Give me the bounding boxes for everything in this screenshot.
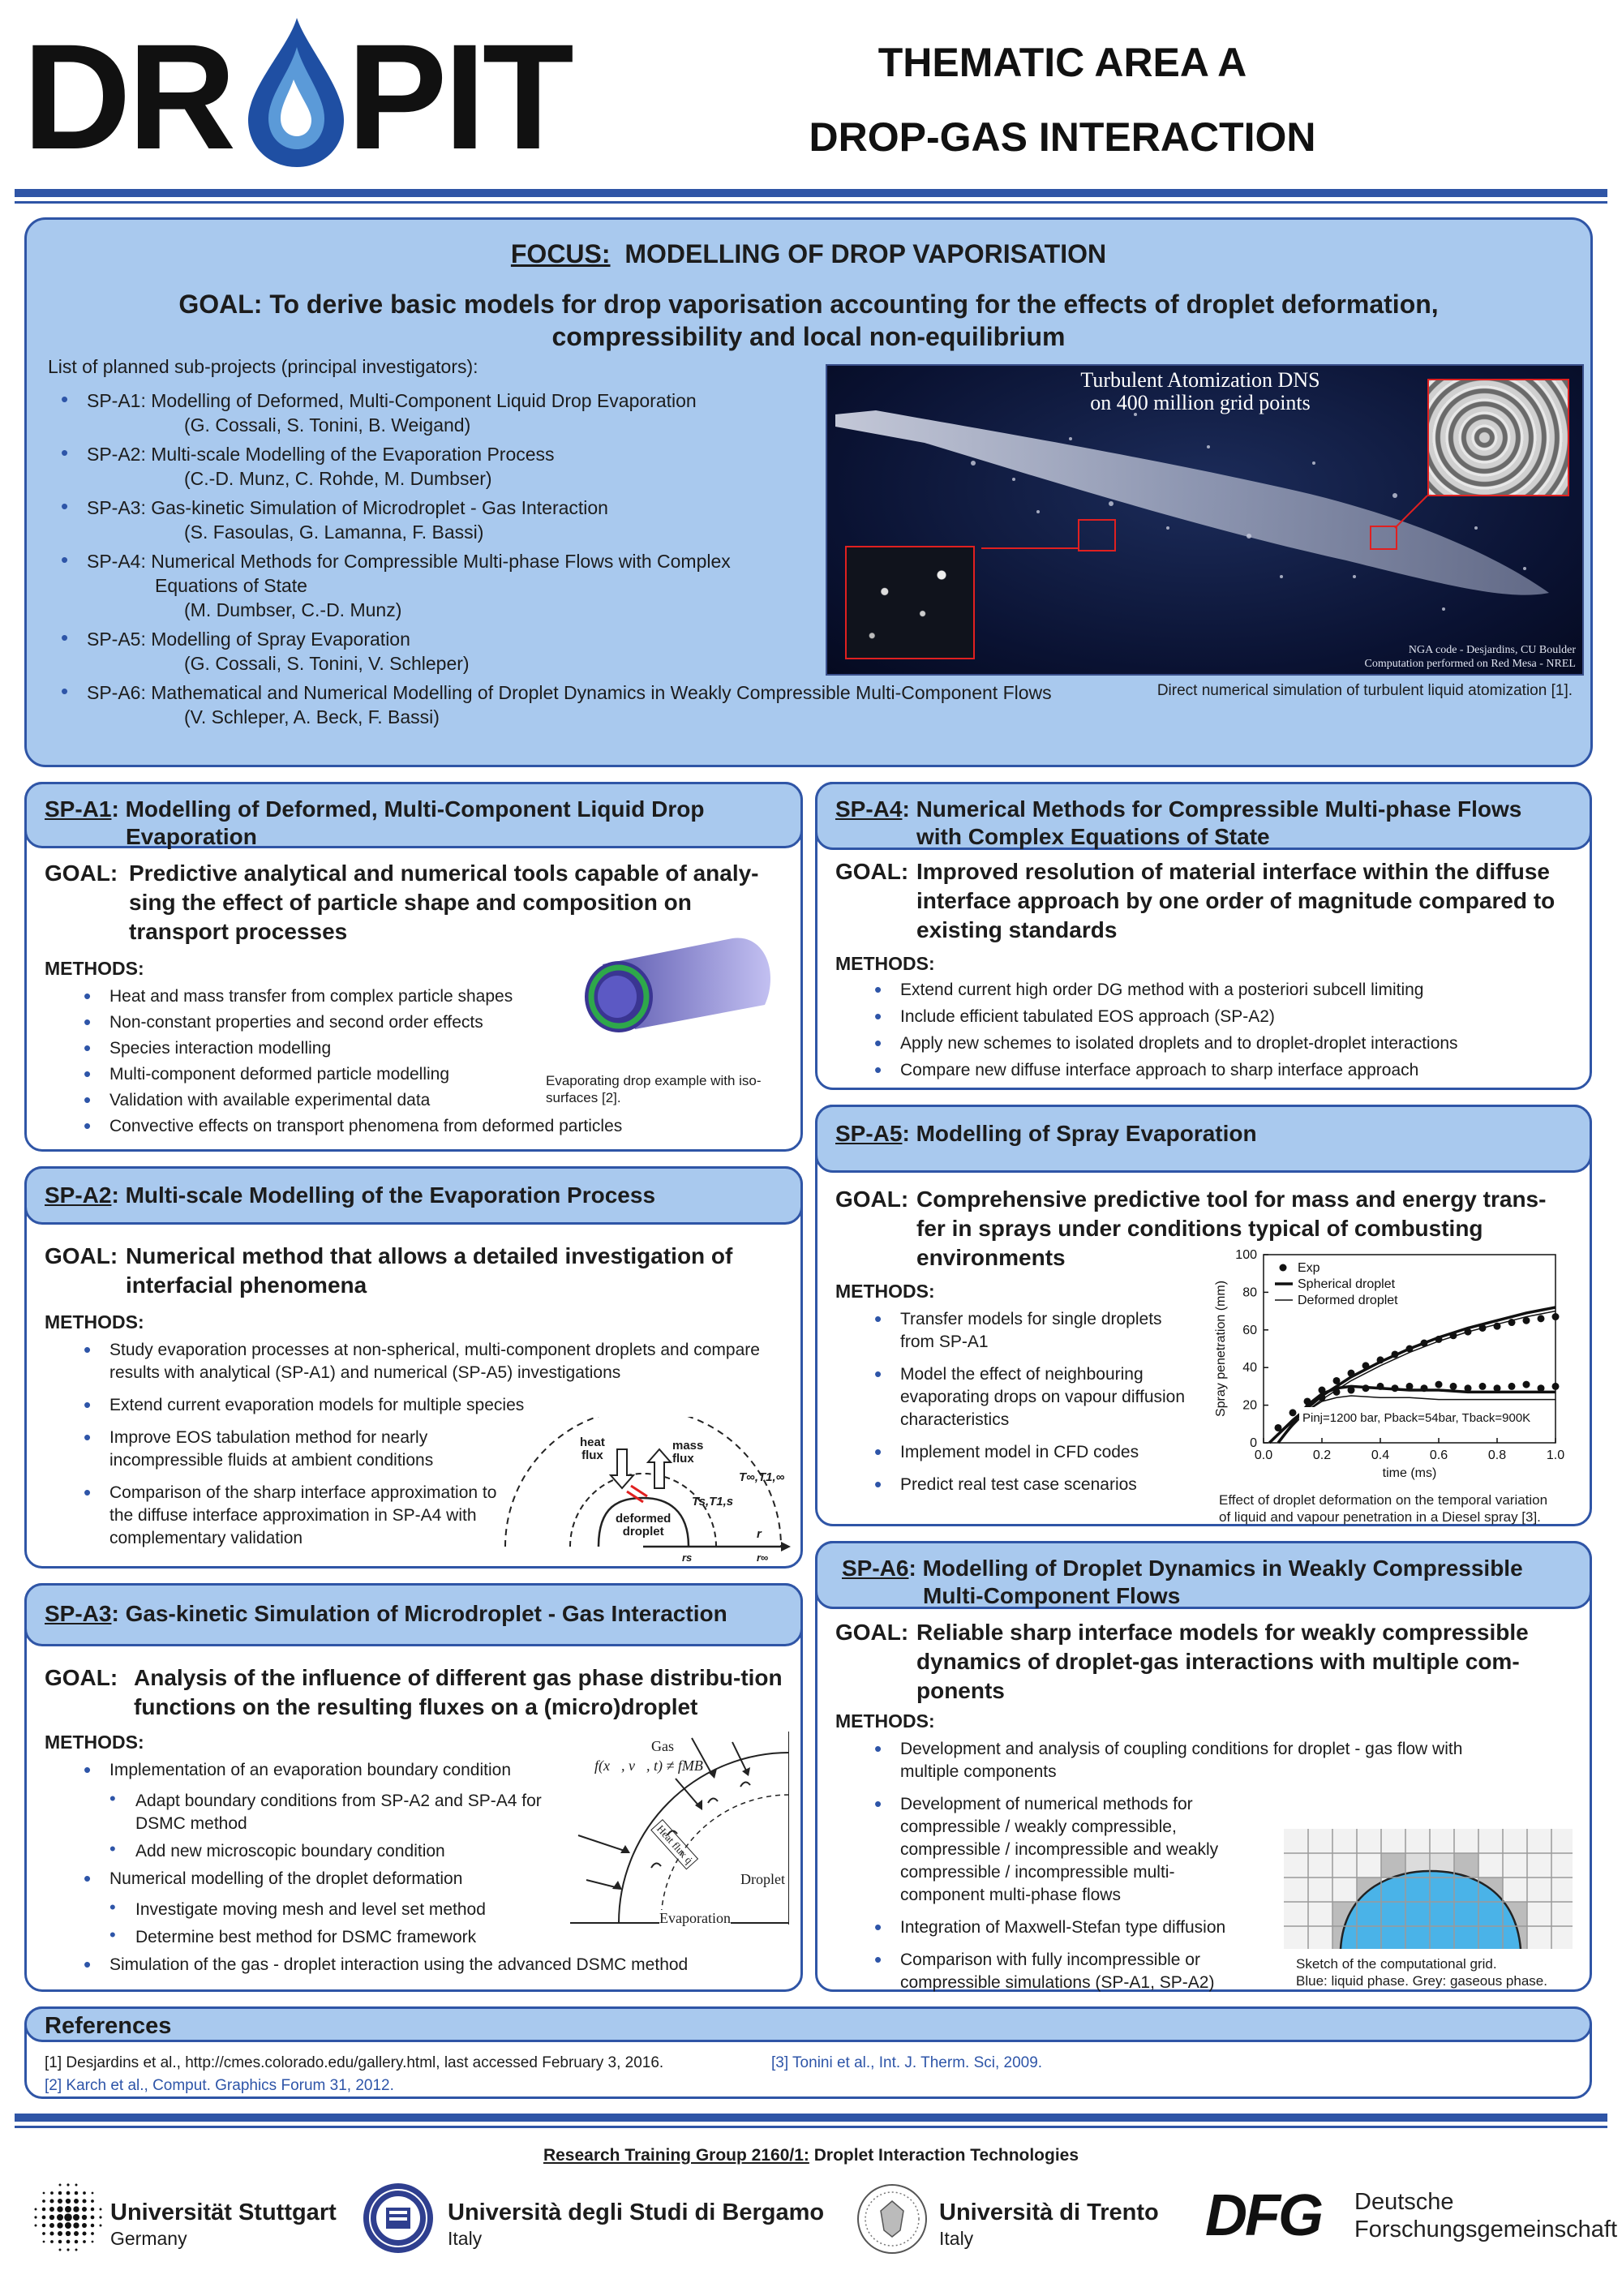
logo-dot <box>34 2216 36 2218</box>
focus-heading <box>27 239 1590 269</box>
sp-a2-methods-label: METHODS: <box>45 1311 144 1333</box>
sp-a1-figure-caption: Evaporating drop example with iso-surfaces [2]. <box>546 1073 762 1105</box>
logo-dot <box>49 2223 54 2228</box>
diagram-label-heat-flux: heat flux <box>580 1436 605 1462</box>
logo-dot <box>99 2216 101 2218</box>
footer-rule-thin <box>15 2126 1607 2128</box>
data-point <box>1435 1381 1443 1388</box>
sp-a4-methods-list <box>874 979 1580 1086</box>
diagram-label-mass-flux: mass flux <box>672 1439 704 1466</box>
data-point <box>1479 1383 1487 1390</box>
logo-dot <box>91 2208 95 2212</box>
data-point <box>1508 1383 1516 1390</box>
dfg-name: Deutsche Forschungsgemeinschaft <box>1354 2189 1617 2242</box>
logo-dot <box>58 2240 62 2244</box>
logo-dot <box>73 2214 79 2221</box>
diagram-label-rs: rs <box>682 1551 693 1564</box>
data-point <box>1552 1313 1560 1320</box>
dns-image-caption: Direct numerical simulation of turbulent liquid atomization [1]. <box>1156 682 1573 699</box>
list-item: • Non-constant properties and second order effects <box>84 1011 732 1034</box>
y-tick-label: 0 <box>1250 1436 1257 1450</box>
drop-logo-icon <box>240 15 350 169</box>
sp-a4-box <box>815 782 1592 1090</box>
sub-list-item: • Determine best method for DSMC framework <box>109 1926 570 1949</box>
data-point <box>1450 1383 1457 1390</box>
dns-image-credit: NGA code - Desjardins, CU Boulder Computation performed on Red Mesa - NREL <box>1364 644 1576 670</box>
list-item: • Development and analysis of coupling conditions for droplet - gas flow with multiple components <box>874 1738 1523 1783</box>
x-tick-label: 1.0 <box>1546 1448 1565 1462</box>
logo-dot <box>57 2222 62 2228</box>
x-tick-label: 0.4 <box>1371 1448 1390 1462</box>
x-tick-label: 0.6 <box>1429 1448 1448 1462</box>
stuttgart-logo-icon <box>31 2180 105 2255</box>
list-item: • Improve EOS tabulation method for nearly incompressible fluids at ambient conditions <box>84 1427 505 1472</box>
list-item: • Simulation of the gas - droplet interaction using the advanced DSMC method <box>84 1954 781 1976</box>
logo-dot <box>58 2231 62 2236</box>
logo-dot <box>91 2216 95 2220</box>
list-item: • Implement model in CFD codes <box>874 1441 1199 1464</box>
sp-a3-methods-label: METHODS: <box>45 1732 144 1753</box>
bergamo-seal-icon <box>362 2182 435 2255</box>
chart-annotation: Pinj=1200 bar, Pback=54bar, Tback=900K <box>1302 1411 1531 1425</box>
poster-title-line1: THEMATIC AREA A <box>878 40 1247 85</box>
logo-dot <box>83 2240 86 2243</box>
sp-a4-methods-label: METHODS: <box>835 953 935 974</box>
logo-dot <box>35 2225 37 2227</box>
logo-dot <box>66 2231 71 2236</box>
poster-title-line2: DROP-GAS INTERACTION <box>809 114 1316 160</box>
subproject-item: • SP-A4: Numerical Methods for Compressible Multi-phase Flows with Complex Equations of State (M. Dumbser, C.-D. Munz) <box>61 549 1261 622</box>
list-item: • Convective effects on transport phenomena from deformed particles <box>84 1115 732 1138</box>
logo-dot <box>49 2231 54 2235</box>
logo-dot <box>74 2199 79 2204</box>
logo-dot <box>91 2224 95 2228</box>
x-tick-label: 0.0 <box>1254 1448 1273 1462</box>
sp-a5-header: SP-A5: Modelling of Spray Evaporation <box>815 1105 1592 1173</box>
sp-a5-methods-list <box>874 1308 1199 1500</box>
diagram-label-r: r <box>757 1527 762 1541</box>
y-tick-label: 100 <box>1235 1248 1257 1262</box>
reference-1: [1] Desjardins et al., http://cmes.colorado.edu/gallery.html, last accessed February 3, 2016. <box>45 2054 664 2071</box>
focus-title: MODELLING OF DROP VAPORISATION <box>624 239 1107 268</box>
dns-image-title: Turbulent Atomization DNS on 400 million grid points <box>1080 368 1320 414</box>
logo-dot <box>58 2191 62 2195</box>
sp-a1-header: SP-A1: Modelling of Deformed, Multi-Component Liquid Drop Evaporation <box>24 782 803 848</box>
list-item: • Multi-component deformed particle modelling <box>84 1063 732 1086</box>
sp-a2-header: SP-A2: Multi-scale Modelling of the Evaporation Process <box>24 1166 803 1225</box>
sp-a6-methods-label: METHODS: <box>835 1710 935 1732</box>
subproject-item: • SP-A2: Multi-scale Modelling of the Evaporation Process (C.-D. Munz, C. Rohde, M. Dumbser) <box>61 442 1261 491</box>
logo-dot <box>73 2206 79 2212</box>
logo-dot <box>67 2191 71 2195</box>
rtg-link[interactable]: Research Training Group 2160/1: <box>543 2146 809 2165</box>
subproject-item: • SP-A6: Mathematical and Numerical Modelling of Droplet Dynamics in Weakly Compressible Multi-Component Flows (V. Schleper, A. Beck, F. Bassi) <box>61 680 1261 729</box>
logo-dot <box>75 2240 79 2244</box>
logo-dot <box>49 2215 54 2220</box>
logo-dot <box>43 2192 45 2195</box>
reference-2: [2] Karch et al., Comput. Graphics Forum 31, 2012. <box>45 2077 394 2094</box>
list-item: • Integration of Maxwell-Stefan type diffusion <box>874 1916 1296 1939</box>
header-rule <box>15 189 1607 197</box>
y-tick-label: 60 <box>1242 1323 1257 1337</box>
diagram-label-t-inf: T∞,T1,∞ <box>739 1470 785 1484</box>
logo-dot <box>82 2215 87 2220</box>
logo-dot <box>43 2241 45 2243</box>
sp-a3-box <box>24 1583 803 1992</box>
legend-label-spherical: Spherical droplet <box>1298 1277 1396 1291</box>
logo-dot <box>75 2191 79 2195</box>
list-item: • Species interaction modelling <box>84 1037 732 1060</box>
university-bergamo: Università degli Studi di Bergamo Italy <box>448 2199 825 2249</box>
sp-a5-box <box>815 1105 1592 1526</box>
logo-text-left: DR <box>23 14 234 181</box>
sp-a3-header: SP-A3: Gas-kinetic Simulation of Microdroplet - Gas Interaction <box>24 1583 803 1646</box>
logo-dot <box>65 2222 71 2229</box>
logo-dot <box>91 2232 94 2235</box>
logo-dot <box>82 2231 86 2235</box>
diagram-label-droplet: Droplet <box>740 1871 785 1887</box>
references-box <box>24 2006 1592 2099</box>
logo-dot <box>59 2184 62 2187</box>
logo-dot <box>58 2199 62 2204</box>
logo-dot <box>100 2225 102 2227</box>
logo-dot <box>82 2199 86 2203</box>
logo-dot <box>67 2183 69 2186</box>
list-item: • Implementation of an evaporation boundary condition • Adapt boundary conditions from SP-A2 and SP-A4 for DSMC method • Add new microscopic boundary condition <box>84 1759 570 1863</box>
x-axis-label: time (ms) <box>1382 1466 1437 1480</box>
dropit-logo <box>23 14 571 181</box>
logo-dot <box>74 2231 79 2236</box>
sp-a5-goal: GOAL: Comprehensive predictive tool for mass and energy trans-fer in sprays under conditions typical of combusting environments <box>835 1187 1547 1270</box>
diagram-label-distribution: f(x⃗, v⃗, t) ≠ fMB <box>594 1757 703 1774</box>
logo-dot <box>50 2240 54 2243</box>
references-header: References <box>24 2006 1592 2042</box>
evaporation-domain-diagram <box>497 1417 797 1563</box>
university-stuttgart: Universität Stuttgart Germany <box>110 2199 337 2249</box>
logo-dot <box>65 2206 71 2212</box>
diagram-label-evaporation: Evaporation <box>659 1910 731 1926</box>
sp-a1-methods-label: METHODS: <box>45 958 144 979</box>
logo-dot <box>49 2199 54 2203</box>
y-tick-label: 80 <box>1242 1285 1257 1300</box>
logo-dot <box>59 2249 62 2251</box>
dns-inset-right <box>1427 379 1569 496</box>
list-item: • Comparison with fully incompressible or compressible simulations (SP-A1, SP-A2) <box>874 1949 1255 1994</box>
logo-dot <box>100 2208 102 2211</box>
list-item: • Comparison of the sharp interface approximation to the diffuse interface approximation in SP-A4 with complementary validation <box>84 1482 505 1550</box>
sp-a6-header: SP-A6: Modelling of Droplet Dynamics in Weakly Compressible Multi-Component Flows <box>815 1541 1592 1609</box>
sp-a4-header: SP-A4: Numerical Methods for Compressible Multi-phase Flows with Complex Equations of State <box>815 782 1592 850</box>
sp-a1-box <box>24 782 803 1152</box>
sp-a6-box <box>815 1541 1592 1992</box>
list-item: • Transfer models for single droplets from SP-A1 <box>874 1308 1199 1354</box>
subproject-item: • SP-A1: Modelling of Deformed, Multi-Component Liquid Drop Evaporation (G. Cossali, S. Tonini, B. Weigand) <box>61 388 1261 437</box>
logo-dot <box>75 2249 78 2251</box>
list-item: • Include efficient tabulated EOS approach (SP-A2) <box>874 1006 1580 1028</box>
diagram-label-rinf: r∞ <box>757 1551 769 1564</box>
sub-list-item: • Adapt boundary conditions from SP-A2 and SP-A4 for DSMC method <box>109 1790 570 1835</box>
sp-a6-goal: GOAL: Reliable sharp interface models for weakly compressible dynamics of droplet-gas interactions with multiple com-ponents <box>835 1620 1529 1703</box>
sp-a5-methods-label: METHODS: <box>835 1281 935 1302</box>
data-point <box>1289 1409 1297 1416</box>
list-item: • Model the effect of neighbouring evaporating drops on vapour diffusion characteristics <box>874 1363 1199 1431</box>
list-item: • Extend current evaporation models for multiple species <box>84 1394 789 1417</box>
sp-a2-goal: GOAL: Numerical method that allows a detailed investigation of interfacial phenomena <box>45 1243 733 1298</box>
data-point <box>1552 1383 1560 1390</box>
sub-list-item: • Investigate moving mesh and level set method <box>109 1899 570 1921</box>
list-item: • Numerical modelling of the droplet deformation • Investigate moving mesh and level set method • Determine best method for DSMC framework <box>84 1868 570 1949</box>
diagram-label-gas: Gas <box>651 1738 674 1754</box>
logo-dot <box>67 2240 71 2244</box>
legend-marker-exp <box>1280 1264 1287 1272</box>
logo-dot <box>42 2208 46 2212</box>
focus-goal-line1: GOAL: To derive basic models for drop vaporisation accounting for the effects of droplet deformation, <box>178 290 1439 319</box>
sp-a5-figure-caption: Effect of droplet deformation on the temporal variation of liquid and vapour penetration in a Diesel spray [3]. <box>1219 1492 1548 1525</box>
sp-a3-goal: GOAL: Analysis of the influence of different gas phase distribu-tion functions on the resulting fluxes on a (micro)droplet <box>45 1665 783 1719</box>
subproject-list-intro: List of planned sub-projects (principal investigators): <box>48 356 478 377</box>
subproject-item: • SP-A5: Modelling of Spray Evaporation (G. Cossali, S. Tonini, V. Schleper) <box>61 627 1261 676</box>
university-trento: Università di Trento Italy <box>939 2199 1159 2249</box>
computational-grid-sketch <box>1284 1829 1573 1949</box>
focus-label: FOCUS: <box>510 239 611 268</box>
y-tick-label: 20 <box>1242 1398 1257 1413</box>
logo-dot <box>73 2222 79 2228</box>
logo-dot <box>42 2232 45 2235</box>
diagram-label-heat-flux: Heat flux q̇ <box>650 1819 698 1870</box>
logo-dot <box>82 2223 87 2228</box>
sp-a2-box <box>24 1166 803 1569</box>
logo-dot <box>50 2191 54 2195</box>
logo-dot <box>66 2199 71 2204</box>
diagram-label-t-s: Ts,T1,s <box>692 1495 734 1508</box>
footer-rule <box>15 2114 1607 2122</box>
list-item: • Heat and mass transfer from complex particle shapes <box>84 985 732 1008</box>
logo-dot <box>92 2192 94 2195</box>
list-item: • Development of numerical methods for compressible / weakly compressible, compressible / incompressible and weakly compressible / incompressible multi-component multi-phase flows <box>874 1793 1255 1907</box>
sp-a4-goal: GOAL: Improved resolution of material interface within the diffuse interface approach by one order of magnitude compared to existing standards <box>835 859 1555 942</box>
logo-dot <box>91 2199 94 2203</box>
logo-dot <box>57 2206 62 2212</box>
logo-dot <box>49 2207 54 2212</box>
diagram-label-droplet: deformed droplet <box>616 1512 672 1539</box>
evaporating-drop-illustration <box>562 924 789 1045</box>
data-point <box>1538 1315 1545 1322</box>
list-item: • Study evaporation processes at non-spherical, multi-component droplets and compare results with analytical (SP-A1) and numerical (SP-A5) investigations <box>84 1339 789 1384</box>
y-tick-label: 40 <box>1242 1361 1257 1375</box>
legend-label-deformed: Deformed droplet <box>1298 1294 1398 1307</box>
list-item: • Predict real test case scenarios <box>874 1474 1199 1496</box>
y-axis-label: Spray penetration (mm) <box>1214 1280 1228 1418</box>
sp-a1-goal: GOAL: Predictive analytical and numerical tools capable of analy-sing the effect of particle shape and composition on transport processes <box>45 860 759 944</box>
sub-list-item: • Add new microscopic boundary condition <box>109 1840 570 1863</box>
atomization-dns-image <box>826 364 1584 676</box>
data-point <box>1523 1381 1530 1388</box>
research-training-group: Research Training Group 2160/1: Droplet Interaction Technologies <box>543 2146 1079 2165</box>
header-rule-thin <box>15 201 1607 204</box>
list-item: • Apply new schemes to isolated droplets and to droplet-droplet interactions <box>874 1032 1580 1055</box>
focus-box <box>24 217 1593 767</box>
x-tick-label: 0.8 <box>1487 1448 1507 1462</box>
reference-3: [3] Tonini et al., Int. J. Therm. Sci, 2009. <box>771 2054 1043 2071</box>
logo-dot <box>42 2216 46 2220</box>
logo-dot <box>82 2207 87 2212</box>
dfg-logo: DFG <box>1205 2183 1321 2248</box>
subproject-item: • SP-A3: Gas-kinetic Simulation of Microdroplet - Gas Interaction (S. Fasoulas, G. Lamanna, F. Bassi) <box>61 496 1261 544</box>
logo-dot <box>35 2208 37 2211</box>
logo-dot <box>92 2241 94 2243</box>
logo-dot <box>64 2213 72 2221</box>
legend-label-exp: Exp <box>1298 1261 1320 1275</box>
logo-dot <box>42 2224 46 2228</box>
x-tick-label: 0.2 <box>1312 1448 1332 1462</box>
sp-a6-figure-caption: Sketch of the computational grid. Blue: liquid phase. Grey: gaseous phase. <box>1296 1956 1547 1989</box>
focus-goal-line2: compressibility and local non-equilibrium <box>551 322 1066 351</box>
trento-seal-icon <box>856 2183 928 2255</box>
list-item: • Extend current high order DG method with a posteriori subcell limiting <box>874 979 1580 1002</box>
spray-penetration-chart <box>1207 1245 1580 1480</box>
list-item: • Validation with available experimental data <box>84 1089 732 1112</box>
list-item: • Compare new diffuse interface approach to sharp interface approach <box>874 1059 1580 1082</box>
logo-dot <box>67 2248 69 2251</box>
logo-dot <box>83 2191 86 2195</box>
logo-text-right: PIT <box>347 14 571 181</box>
dns-inset-left <box>845 546 975 659</box>
logo-dot <box>75 2184 78 2187</box>
logo-dot <box>42 2199 45 2203</box>
logo-dot <box>57 2214 63 2221</box>
